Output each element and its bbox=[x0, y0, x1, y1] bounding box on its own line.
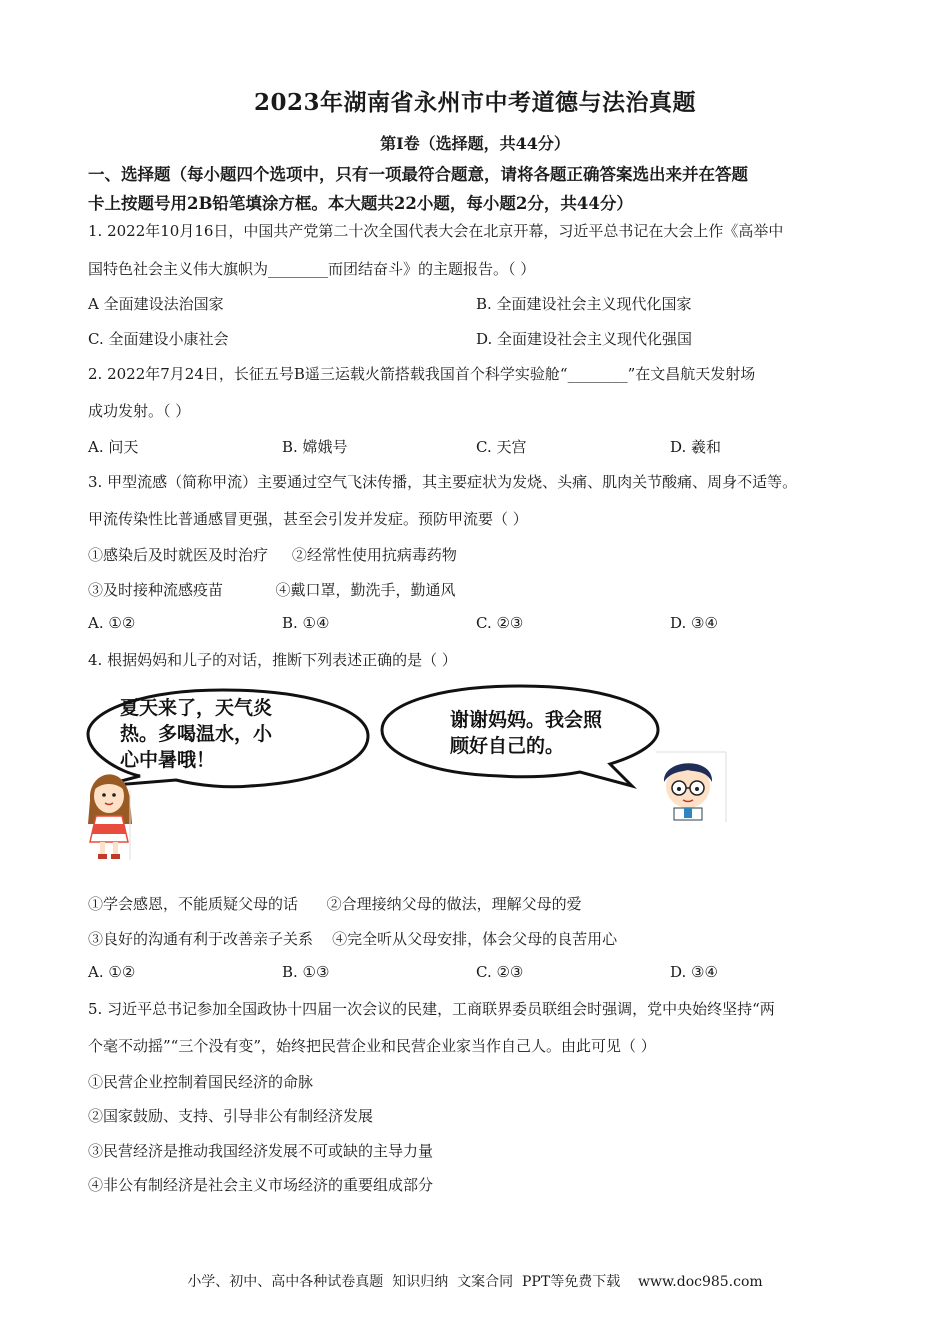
volume-subtitle: 第Ⅰ卷（选择题，共44分） bbox=[380, 134, 570, 153]
son-speech-bubble bbox=[382, 686, 658, 786]
q3-stem-line1: 3. 甲型流感（简称甲流）主要通过空气飞沫传播，其主要症状为发烧、头痛、肌肉关节酸痛、周身不适等。 bbox=[88, 473, 798, 491]
q2-option-a: A. 问天 bbox=[88, 438, 139, 456]
footer-text: 小学、初中、高中各种试卷真题 知识归纳 文案合同 PPT等免费下载 www.doc985.com bbox=[187, 1274, 763, 1290]
q3-option-b: B. ①④ bbox=[282, 614, 330, 632]
son-bubble-line2: 顾好自己的。 bbox=[450, 735, 565, 757]
q5-statement-4: ④非公有制经济是社会主义市场经济的重要组成部分 bbox=[88, 1176, 434, 1194]
q1-option-c: C. 全面建设小康社会 bbox=[88, 330, 229, 348]
q4-option-b: B. ①③ bbox=[282, 963, 330, 981]
q4-option-d: D. ③④ bbox=[670, 963, 718, 981]
mom-figure-icon bbox=[88, 774, 132, 860]
q5-stem-line2: 个毫不动摇”“三个没有变”，始终把民营企业和民营企业家当作自己人。由此可见（ ） bbox=[88, 1037, 656, 1055]
q3-statements-1-2: ①感染后及时就医及时治疗 ②经常性使用抗病毒药物 bbox=[88, 546, 457, 564]
q2-option-b: B. 嫦娥号 bbox=[282, 438, 348, 456]
q4-statements-3-4: ③良好的沟通有利于改善亲子关系 ④完全听从父母安排，体会父母的良苦用心 bbox=[88, 930, 618, 948]
mom-bubble-line1: 夏天来了，天气炎 bbox=[120, 697, 273, 719]
q4-option-a: A. ①② bbox=[88, 963, 136, 981]
section-heading-line1: 一、选择题（每小题四个选项中，只有一项最符合题意，请将各题正确答案选出来并在答题 bbox=[88, 165, 748, 184]
q5-statement-3: ③民营经济是推动我国经济发展不可或缺的主导力量 bbox=[88, 1142, 434, 1160]
q2-stem-line2: 成功发射。（ ） bbox=[88, 402, 191, 420]
q5-statement-2: ②国家鼓励、支持、引导非公有制经济发展 bbox=[88, 1107, 374, 1125]
q3-option-a: A. ①② bbox=[88, 614, 136, 632]
q2-stem-line1: 2. 2022年7月24日，长征五号B遥三运载火箭搭载我国首个科学实验舱“________”在文昌航天发射场 bbox=[88, 365, 756, 383]
q2-option-c: C. 天宫 bbox=[476, 438, 527, 456]
q5-stem-line1: 5. 习近平总书记参加全国政协十四届一次会议的民建，工商联界委员联组会时强调，党中央始终坚持“两 bbox=[88, 1000, 775, 1018]
mom-bubble-line2: 热。多喝温水，小 bbox=[120, 723, 273, 745]
q2-option-d: D. 羲和 bbox=[670, 438, 722, 456]
q3-stem-line2: 甲流传染性比普通感冒更强，甚至会引发并发症。预防甲流要（ ） bbox=[88, 510, 528, 528]
q4-option-c: C. ②③ bbox=[476, 963, 524, 981]
dialogue-illustration bbox=[80, 682, 740, 862]
q4-statements-1-2: ①学会感恩，不能质疑父母的话 ②合理接纳父母的做法，理解父母的爱 bbox=[88, 895, 582, 913]
son-bubble-line1: 谢谢妈妈。我会照 bbox=[450, 709, 603, 731]
q1-stem-line2: 国特色社会主义伟大旗帜为________而团结奋斗》的主题报告。（ ） bbox=[88, 260, 536, 278]
q3-option-d: D. ③④ bbox=[670, 614, 718, 632]
q5-statement-1: ①民营企业控制着国民经济的命脉 bbox=[88, 1073, 314, 1091]
mom-bubble-line3: 心中暑哦！ bbox=[120, 749, 216, 771]
q4-stem: 4. 根据妈妈和儿子的对话，推断下列表述正确的是（ ） bbox=[88, 651, 457, 669]
q1-option-b: B. 全面建设社会主义现代化国家 bbox=[476, 295, 692, 313]
q1-stem-line1: 1. 2022年10月16日，中国共产党第二十次全国代表大会在北京开幕，习近平总书记在大会上作《高举中 bbox=[88, 222, 784, 240]
section-heading-line2: 卡上按题号用2B铅笔填涂方框。本大题共22小题，每小题2分，共44分） bbox=[88, 194, 633, 213]
q1-option-a: A 全面建设法治国家 bbox=[88, 295, 224, 313]
q3-statements-3-4: ③及时接种流感疫苗 ④戴口罩，勤洗手，勤通风 bbox=[88, 581, 456, 599]
page-title: 2023年湖南省永州市中考道德与法治真题 bbox=[253, 89, 696, 116]
q3-option-c: C. ②③ bbox=[476, 614, 524, 632]
son-figure-icon bbox=[656, 752, 726, 822]
q1-option-d: D. 全面建设社会主义现代化强国 bbox=[476, 330, 693, 348]
mom-speech-bubble bbox=[88, 690, 368, 787]
